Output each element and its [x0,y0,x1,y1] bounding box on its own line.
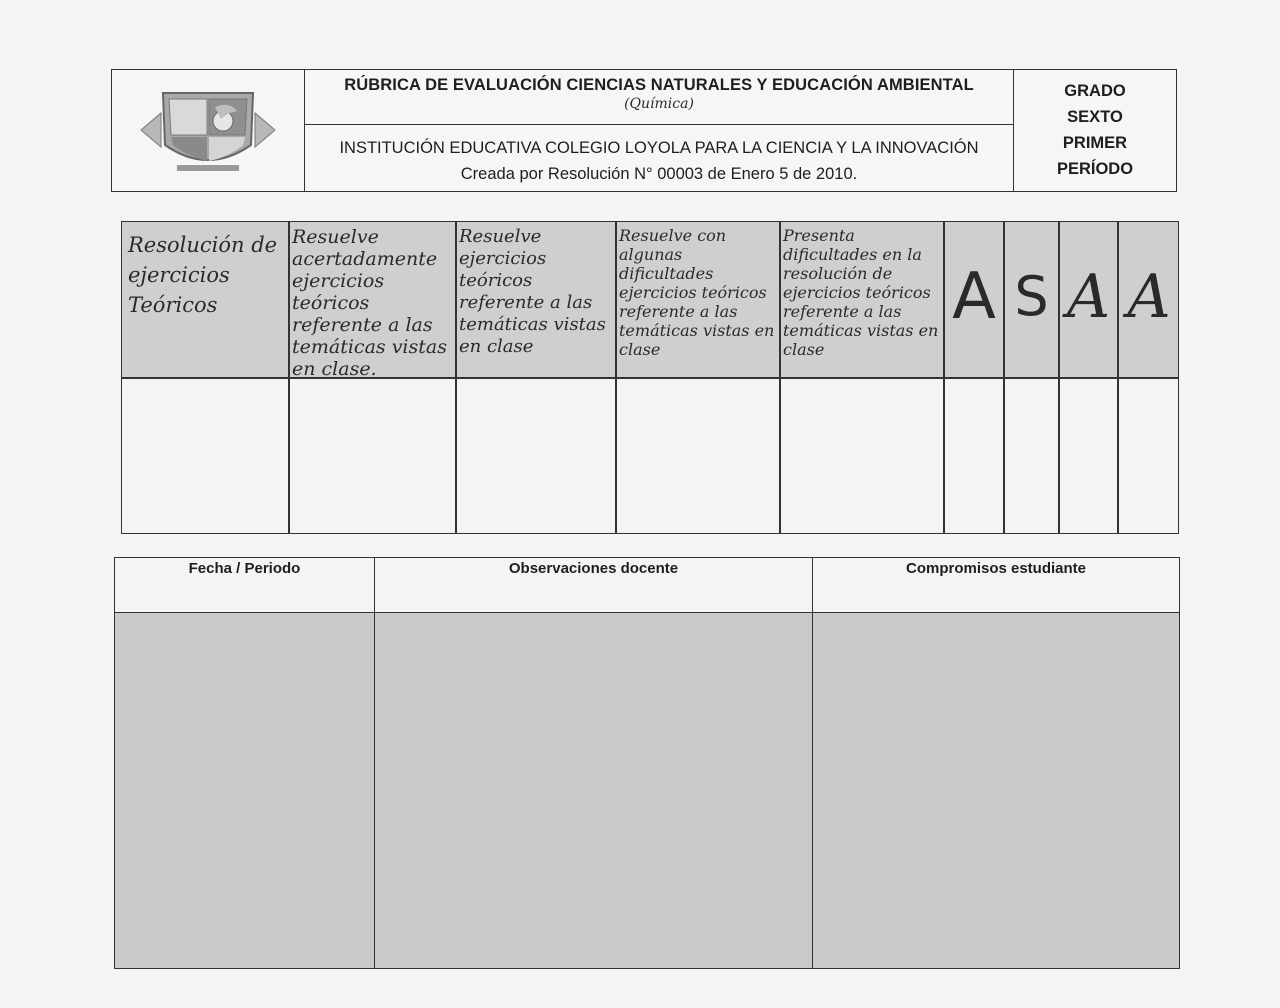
criterion-cell: Resolución de ejercicios Teóricos [128,233,278,317]
row-divider [122,377,1178,379]
period-line-2: PERÍODO [1056,160,1134,178]
grade-label: GRADO [1064,82,1126,100]
grade-value: SEXTO [1067,108,1123,126]
level-4-descriptor: Presenta dificultades en la resolución de ejercicios teóricos referente a las temáticas vistas en clase [783,226,939,359]
observations-table [114,557,1180,969]
school-crest-icon [133,83,283,178]
institution-block [305,125,1013,191]
header-title-cell [305,70,1014,191]
period-line-1: PRIMER [1062,134,1128,152]
grade-mark: A [1127,262,1171,332]
col-divider [455,222,457,533]
grade-mark: S [1014,265,1049,328]
date-period-column [115,558,375,968]
grade-mark: A [1066,262,1111,332]
student-commitments-header: Compromisos estudiante [813,558,1179,613]
level-2-descriptor: Resuelve ejercicios teóricos referente a las temáticas vistas en clase [459,226,606,357]
teacher-observations-column [375,558,813,968]
school-logo-cell [112,70,305,191]
resolution-text: Creada por Resolución N° 00003 de Enero 5 de 2010. [460,165,858,183]
level-1-descriptor: Resuelve acertadamente ejercicios teóricos referente a las temáticas vistas en clase. [292,226,447,380]
teacher-observations-body [375,613,812,968]
rubric-header [111,69,1177,192]
rubric-grid [121,221,1179,534]
student-commitments-column [813,558,1179,968]
level-3-descriptor: Resuelve con algunas dificultades ejercicios teóricos referente a las temáticas vistas en clase [619,226,775,359]
date-period-body [115,613,374,968]
col-divider [779,222,781,533]
header-title-block [305,70,1013,125]
grade-period-cell [1014,70,1176,191]
date-period-header: Fecha / Periodo [115,558,374,613]
col-divider [288,222,290,533]
col-divider [615,222,617,533]
subject-note-handwritten: (Química) [624,96,694,112]
institution-name: INSTITUCIÓN EDUCATIVA COLEGIO LOYOLA PARA LA CIENCIA Y LA INNOVACIÓN [339,139,979,157]
grade-mark: A [952,260,996,334]
rubric-title: RÚBRICA DE EVALUACIÓN CIENCIAS NATURALES Y EDUCACIÓN AMBIENTAL [344,76,974,94]
teacher-observations-header: Observaciones docente [375,558,812,613]
student-commitments-body [813,613,1179,968]
